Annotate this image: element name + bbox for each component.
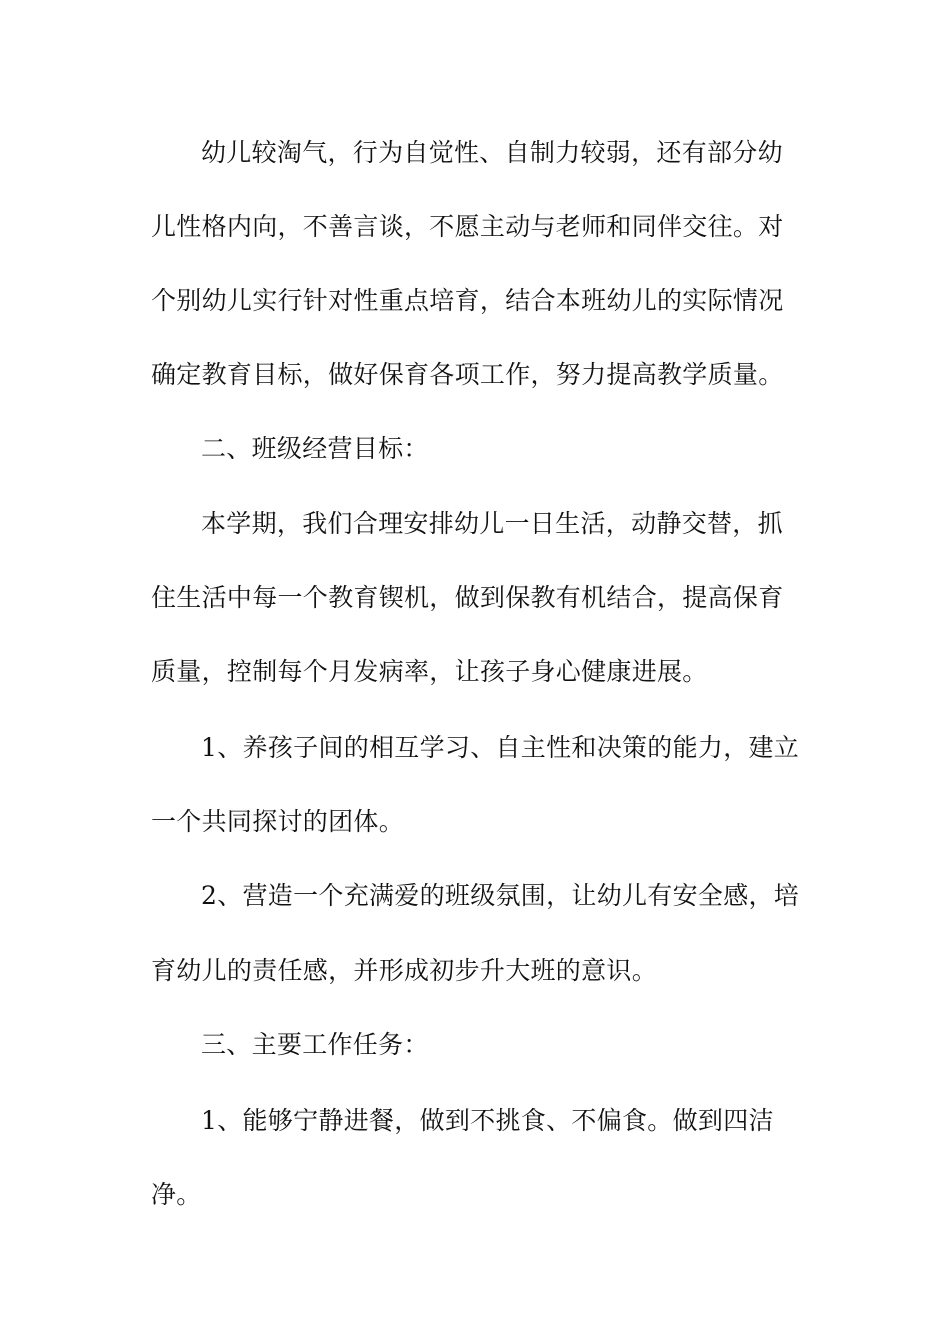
paragraph-line: 幼儿较淘气，行为自觉性、自制力较弱，还有部分幼 xyxy=(201,138,783,167)
section-heading: 二、班级经营目标： xyxy=(201,434,429,463)
section-heading: 三、主要工作任务： xyxy=(201,1030,429,1059)
list-item-line: 1、能够宁静进餐，做到不挑食、不偏食。做到四洁 xyxy=(201,1106,774,1135)
paragraph-line: 质量，控制每个月发病率，让孩子身心健康进展。 xyxy=(151,657,708,686)
paragraph-line: 本学期，我们合理安排幼儿一日生活，动静交替，抓 xyxy=(201,509,783,538)
paragraph-line: 个别幼儿实行针对性重点培育，结合本班幼儿的实际情况 xyxy=(151,286,784,315)
paragraph-line: 确定教育目标，做好保育各项工作，努力提高教学质量。 xyxy=(151,360,784,389)
list-item-line: 净。 xyxy=(151,1180,202,1209)
list-item-line: 2、营造一个充满爱的班级氛围，让幼儿有安全感，培 xyxy=(201,881,800,910)
paragraph-line: 住生活中每一个教育锲机，做到保教有机结合，提高保育 xyxy=(151,583,784,612)
list-item-line: 1、养孩子间的相互学习、自主性和决策的能力，建立 xyxy=(201,733,800,762)
paragraph-line: 儿性格内向，不善言谈，不愿主动与老师和同伴交往。对 xyxy=(151,212,784,241)
list-item-line: 一个共同探讨的团体。 xyxy=(151,807,405,836)
list-item-line: 育幼儿的责任感，并形成初步升大班的意识。 xyxy=(151,956,658,985)
